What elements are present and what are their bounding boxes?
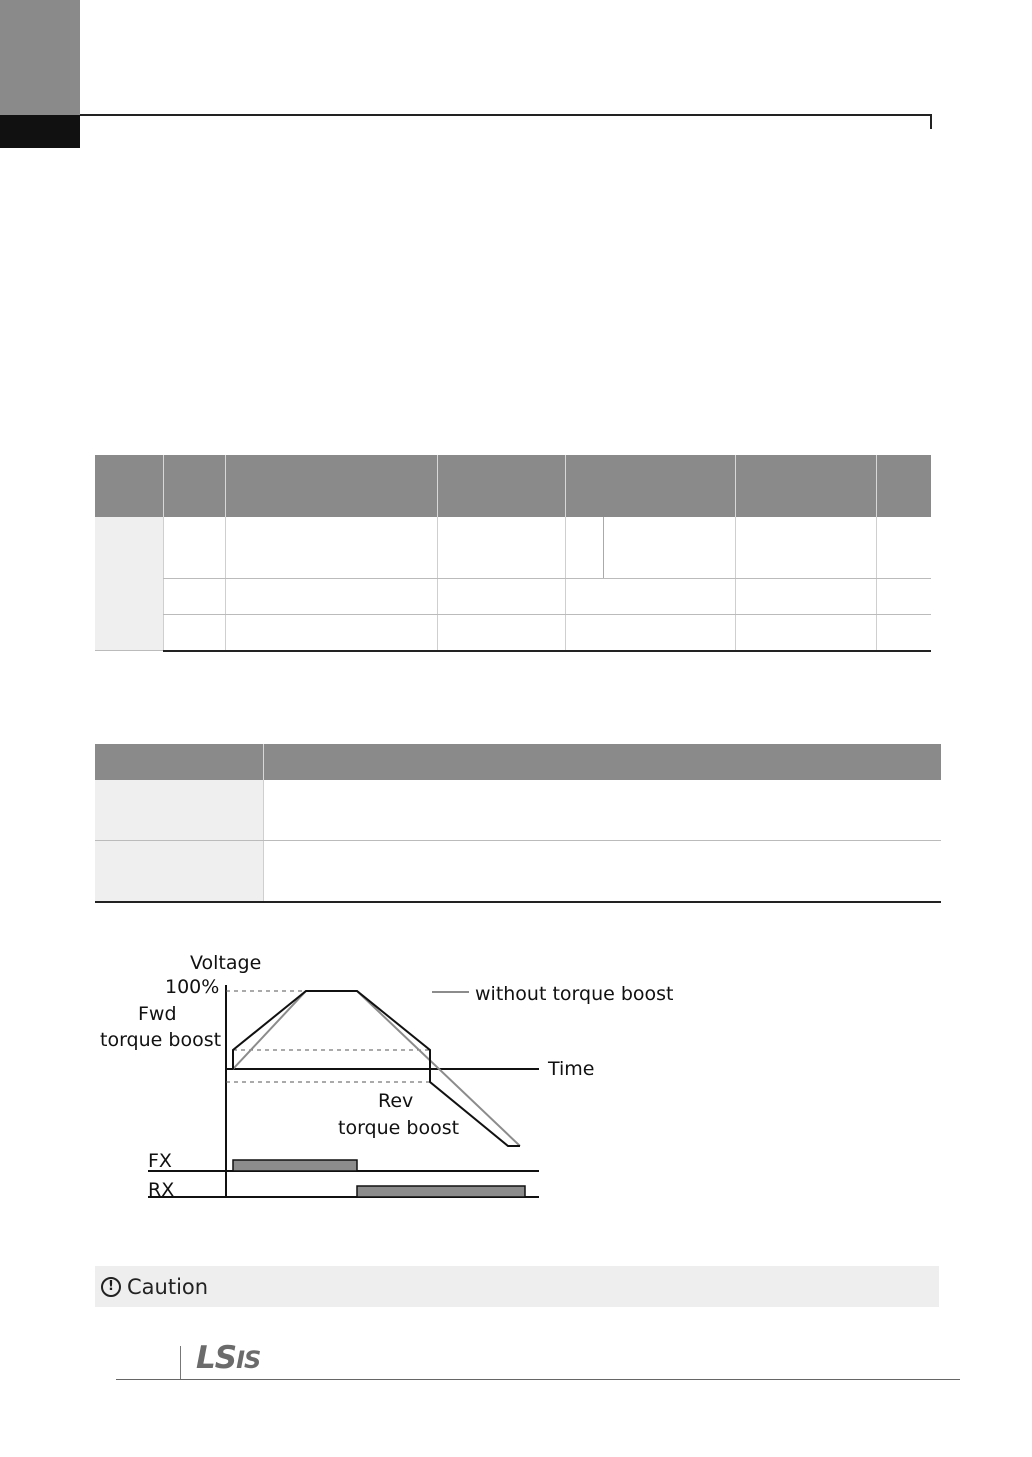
table-row bbox=[95, 780, 941, 841]
group-cell bbox=[95, 517, 163, 651]
table-cell bbox=[735, 615, 876, 651]
table-cell bbox=[565, 615, 735, 651]
header-cell bbox=[876, 455, 931, 517]
caution-bar bbox=[95, 1266, 939, 1307]
table-cell bbox=[876, 517, 931, 579]
table-cell bbox=[95, 841, 263, 903]
table-cell bbox=[225, 579, 437, 615]
table-cell bbox=[225, 517, 437, 579]
table-cell bbox=[876, 579, 931, 615]
table-cell bbox=[163, 579, 225, 615]
table-cell bbox=[263, 841, 941, 903]
legend-label: without torque boost bbox=[475, 983, 674, 1005]
exclamation-circle-icon: ! bbox=[101, 1277, 121, 1297]
table-cell bbox=[565, 579, 735, 615]
setting-table-header bbox=[95, 744, 941, 780]
header-cell bbox=[263, 744, 941, 780]
chapter-tab bbox=[0, 0, 80, 115]
header-rule-end bbox=[930, 114, 932, 129]
table-cell bbox=[735, 517, 876, 579]
time-label: Time bbox=[548, 1058, 595, 1080]
parameter-table-header bbox=[95, 455, 931, 517]
header-cell bbox=[95, 455, 163, 517]
header-cell bbox=[565, 455, 735, 517]
table-cell bbox=[95, 780, 263, 841]
fx-label: FX bbox=[148, 1150, 172, 1172]
table-cell bbox=[876, 615, 931, 651]
rx-signal bbox=[357, 1186, 525, 1197]
table-row bbox=[95, 579, 931, 615]
fwd-torque-boost-label: torque boost bbox=[100, 1029, 222, 1051]
setting-table bbox=[95, 744, 941, 903]
table-cell bbox=[163, 517, 225, 579]
header-rule bbox=[80, 114, 932, 116]
header-cell bbox=[225, 455, 437, 517]
table-cell bbox=[437, 579, 565, 615]
table-cell bbox=[437, 517, 565, 579]
header-cell bbox=[95, 744, 263, 780]
torque-boost-diagram bbox=[95, 940, 695, 1210]
header-cell bbox=[437, 455, 565, 517]
voltage-label: Voltage bbox=[190, 952, 262, 974]
fx-signal bbox=[233, 1160, 357, 1171]
table-cell bbox=[735, 579, 876, 615]
caution-label: Caution bbox=[127, 1274, 209, 1299]
ls-logo: LSIS bbox=[196, 1340, 261, 1376]
table-cell bbox=[437, 615, 565, 651]
rev-label: Rev bbox=[378, 1090, 414, 1112]
footer-separator bbox=[180, 1346, 181, 1379]
footer-rule bbox=[116, 1379, 960, 1380]
fwd-label: Fwd bbox=[138, 1003, 177, 1025]
table-row bbox=[95, 517, 931, 579]
rx-label: RX bbox=[148, 1179, 175, 1201]
table-cell bbox=[263, 780, 941, 841]
header-cell bbox=[735, 455, 876, 517]
rev-torque-boost-label: torque boost bbox=[338, 1117, 460, 1139]
table-cell bbox=[163, 615, 225, 651]
table-cell bbox=[565, 517, 735, 579]
chapter-tab-block bbox=[0, 115, 80, 148]
table-cell bbox=[225, 615, 437, 651]
table-row bbox=[95, 841, 941, 903]
parameter-table bbox=[95, 455, 931, 652]
header-cell bbox=[163, 455, 225, 517]
percent-label: 100% bbox=[165, 976, 220, 998]
table-row bbox=[95, 615, 931, 651]
